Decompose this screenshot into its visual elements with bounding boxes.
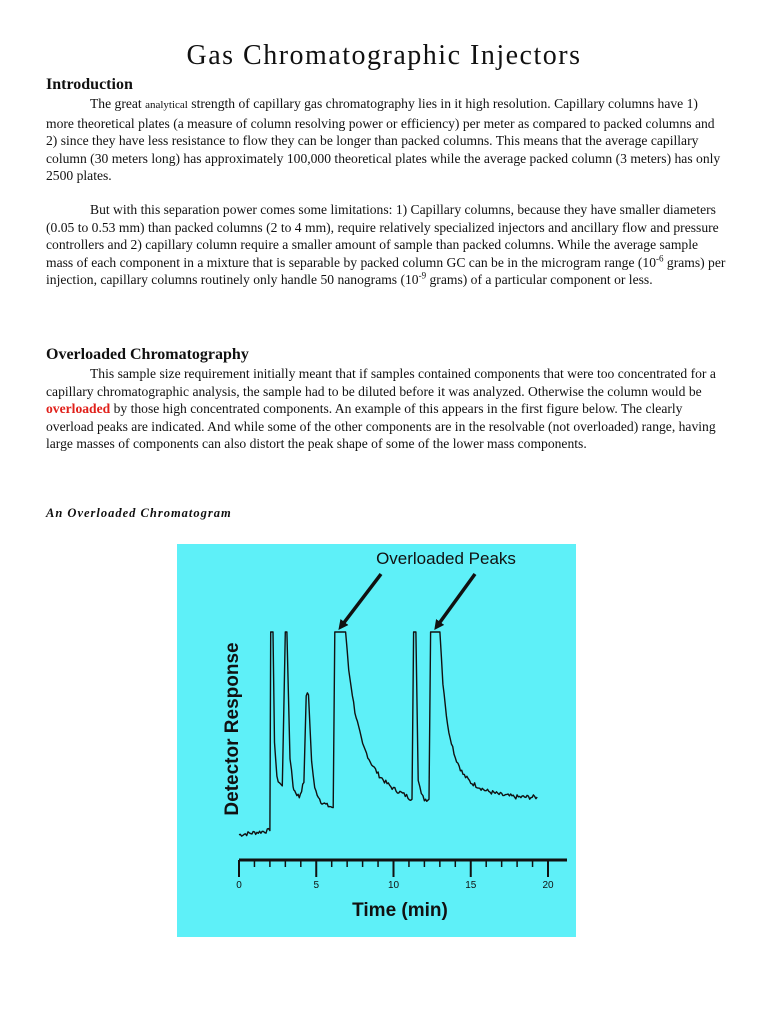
page-title: Gas Chromatographic Injectors — [186, 40, 582, 71]
x-tick-label: 5 — [313, 880, 320, 891]
chromatogram-figure — [177, 544, 576, 937]
figure-caption: An Overloaded Chromatogram — [46, 506, 232, 520]
x-axis-label: Time (min) — [352, 900, 448, 921]
plot-area — [239, 632, 537, 836]
intro-paragraph-2 — [46, 201, 726, 289]
overloaded-peak-arrow — [341, 574, 381, 626]
x-tick-label: 10 — [387, 880, 400, 891]
overloaded-heading: Overloaded Chromatography — [46, 346, 249, 363]
chromatogram-trace — [239, 632, 537, 836]
x-axis — [236, 860, 567, 891]
overloaded-peaks-annotation: Overloaded Peaks — [376, 549, 516, 568]
annotation-arrows — [341, 574, 475, 626]
intro-p2-text-c: grams) of a particular component or less. — [426, 272, 653, 288]
overloaded-peak-arrow — [437, 574, 475, 626]
introduction-heading: Introduction — [46, 76, 133, 93]
overloaded-paragraph — [46, 365, 726, 453]
intro-p1-text-b: strength of capillary gas chromatography lies in it high resolution. Capillary columns have 1) more theoretical plates (a measure of column resolving power or efficiency) per meter as compared to packed columns and 2) since they have less resistance to flow they can be longer than packed columns. This means that the average capillary column (30 meters long) has approximately 100,000 theoretical plates while the average packed column (3 meters) has only 2500 plates. — [46, 96, 721, 184]
intro-p1-text-a: The great — [90, 96, 146, 111]
intro-p2-text-a: But with this separation power comes some limitations: 1) Capillary columns, because they have smaller diameters (0.05 to 0.53 mm) than packed columns (2 to 4 mm), require relatively specialized injectors and ancillary flow and pressure controllers and 2) capillary column require a smaller amount of sample than packed columns. While the average sample mass of each component in a mixture that is separable by packed column GC can be in the microgram range (10 — [46, 202, 719, 270]
intro-paragraph-1 — [46, 95, 726, 185]
intro-p1-small-word: analytical — [145, 99, 188, 111]
x-tick-label: 20 — [542, 880, 554, 891]
overloaded-p-text-a: This sample size requirement initially meant that if samples contained components that were too concentrated for a capillary chromatographic analysis, the sample had to be diluted before it was analyzed. Otherwise the column would be — [46, 366, 716, 399]
x-tick-label: 15 — [465, 880, 477, 891]
x-tick-label: 0 — [236, 880, 242, 891]
y-axis-label: Detector Response — [222, 642, 243, 816]
intro-p2-superscript-2: -9 — [418, 270, 427, 281]
chromatogram-chart — [177, 544, 576, 937]
overloaded-p-text-b: by those high concentrated components. An example of this appears in the first figure below. The clearly overload peaks are indicated. And while some of the other components are in the resolvable (not overloaded) range, having large masses of components can also distort the peak shape of some of the lower mass components. — [46, 401, 716, 452]
overloaded-keyword: overloaded — [46, 401, 111, 417]
intro-p2-text-b: grams) per injection, capillary columns routinely only handle 50 nanograms (10 — [46, 254, 726, 288]
intro-p2-superscript-1: -6 — [656, 253, 664, 264]
